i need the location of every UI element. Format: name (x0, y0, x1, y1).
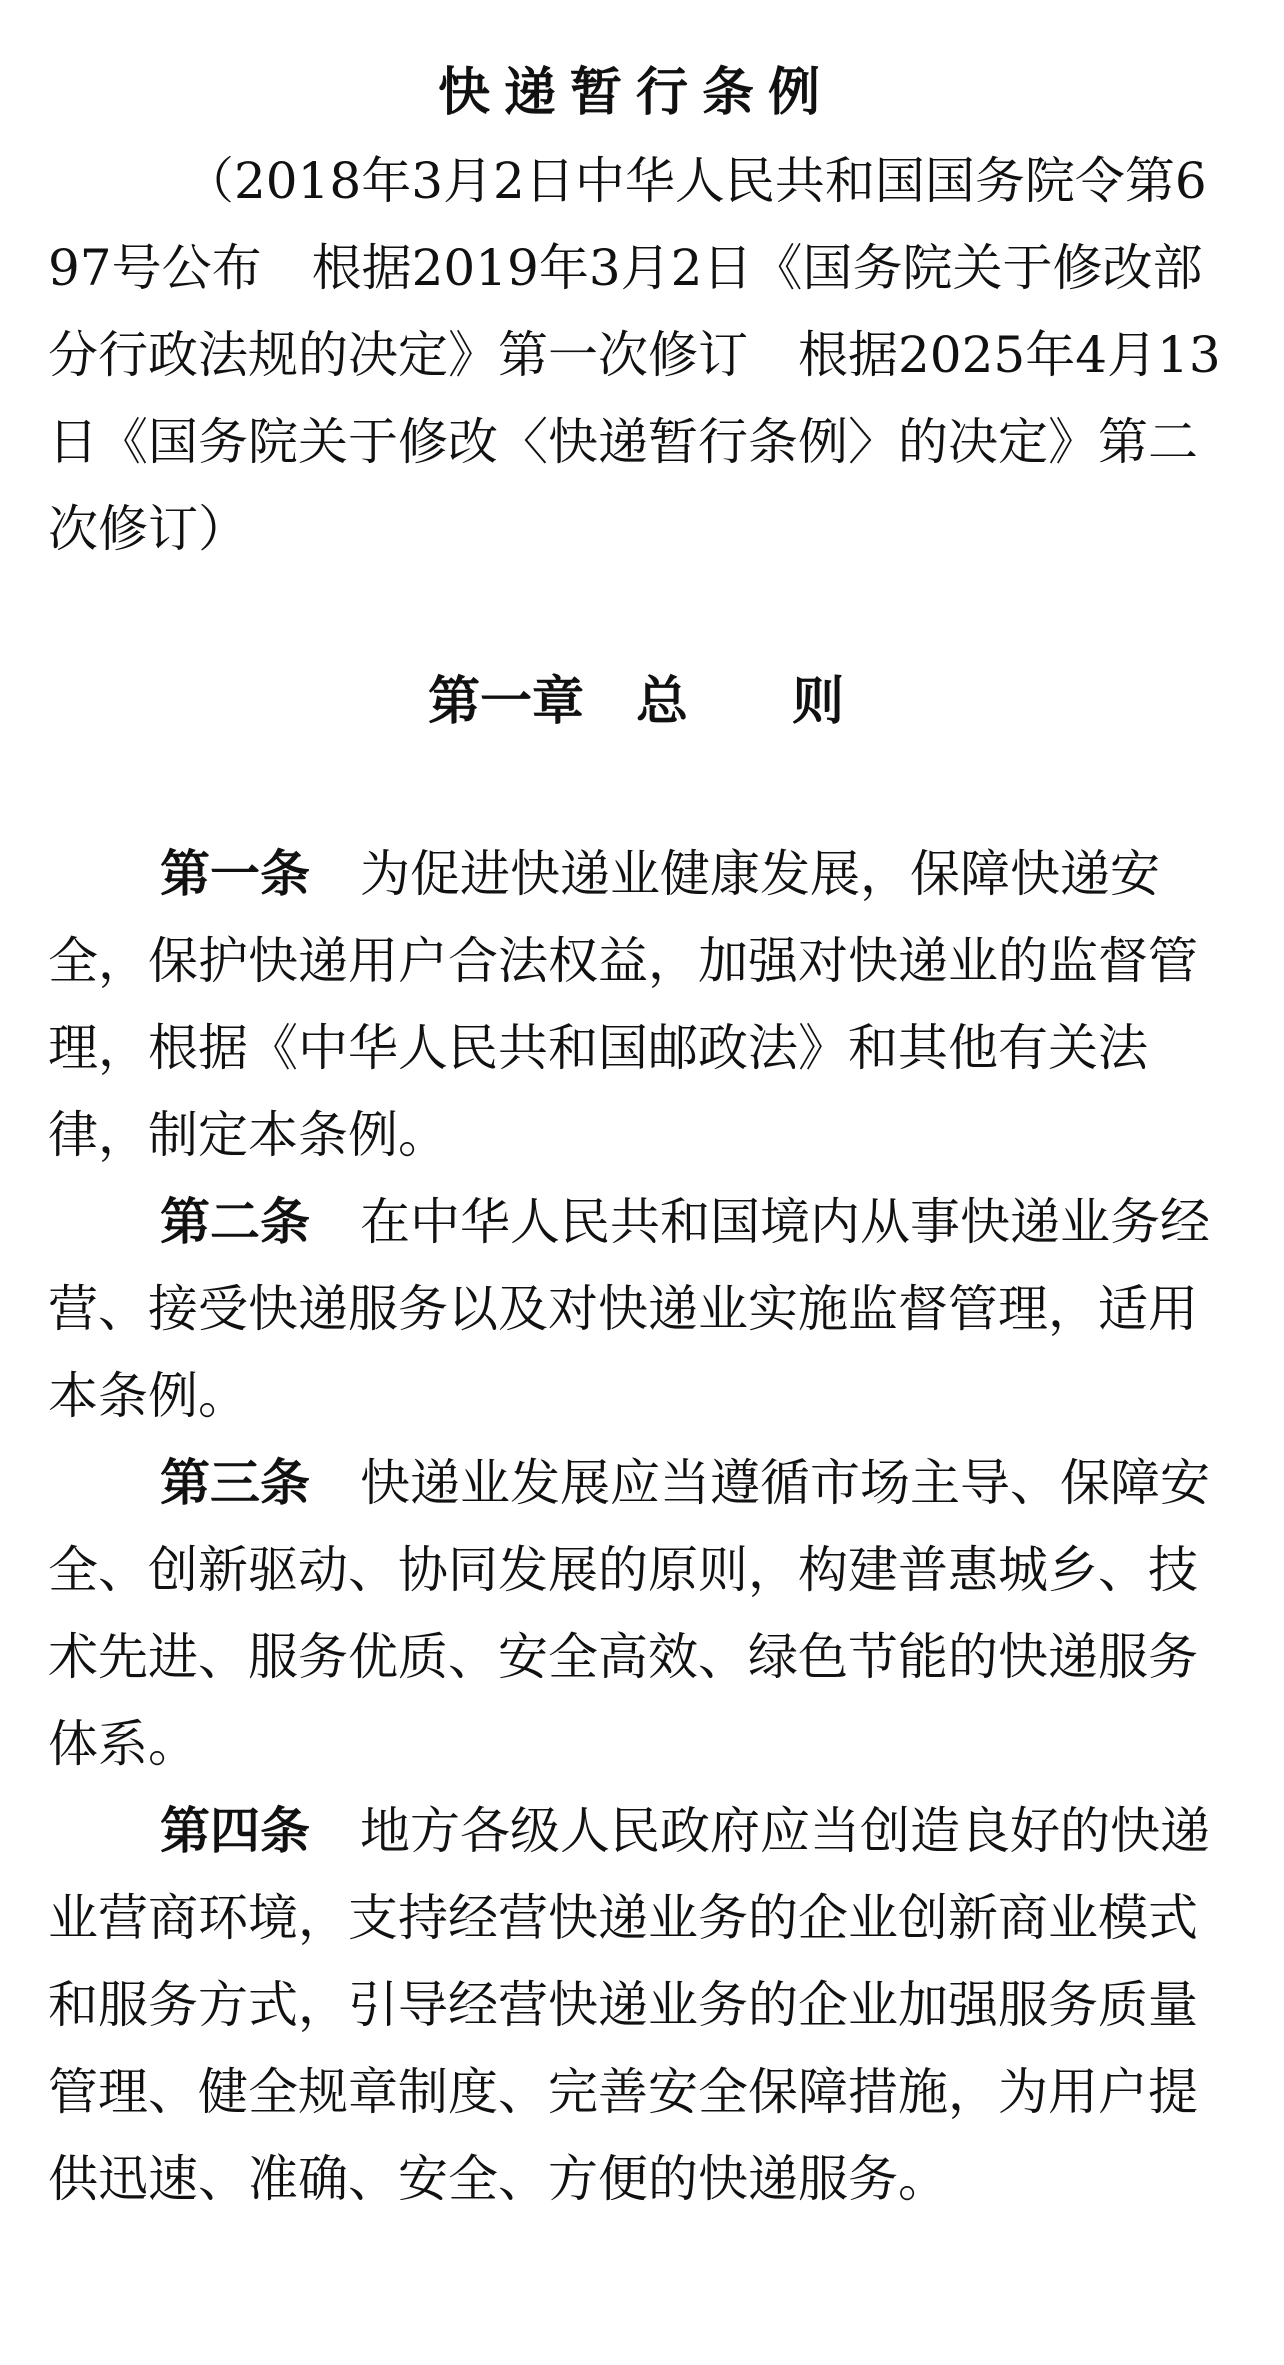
article-text: 快递业发展应当遵循市场主导、保障安全、创新驱动、协同发展的原则，构建普惠城乡、技术先进、服务优质、安全高效、绿色节能的快递服务体系。 (48, 1454, 1210, 1773)
article-4 (48, 1788, 1224, 2223)
article-label: 第四条 (160, 1802, 310, 1860)
article-label: 第一条 (160, 845, 310, 903)
article-text: 在中华人民共和国境内从事快递业务经营、接受快递服务以及对快递业实施监督管理，适用本条例。 (48, 1193, 1210, 1425)
document-preamble: （2018年3月2日中华人民共和国国务院令第697号公布 根据2019年3月2日《国务院关于修改部分行政法规的决定》第一次修订 根据2025年4月13日《国务院关于修改〈快递暂行条例〉的决定》第二次修订） (48, 152, 1221, 558)
chapter-heading: 第一章 总 则 (427, 672, 844, 732)
article-1 (48, 831, 1224, 1179)
article-text: 为促进快递业健康发展，保障快递安全，保护快递用户合法权益，加强对快递业的监督管理，根据《中华人民共和国邮政法》和其他有关法律，制定本条例。 (48, 845, 1198, 1164)
article-3 (48, 1440, 1224, 1788)
article-text: 地方各级人民政府应当创造良好的快递业营商环境，支持经营快递业务的企业创新商业模式和服务方式，引导经营快递业务的企业加强服务质量管理、健全规章制度、完善安全保障措施，为用户提供迅速、准确、安全、方便的快递服务。 (48, 1802, 1210, 2208)
article-label: 第二条 (160, 1193, 310, 1251)
article-label: 第三条 (160, 1454, 310, 1512)
document-page (48, 40, 1224, 2223)
document-title: 快递暂行条例 (437, 63, 834, 123)
article-2 (48, 1179, 1224, 1440)
